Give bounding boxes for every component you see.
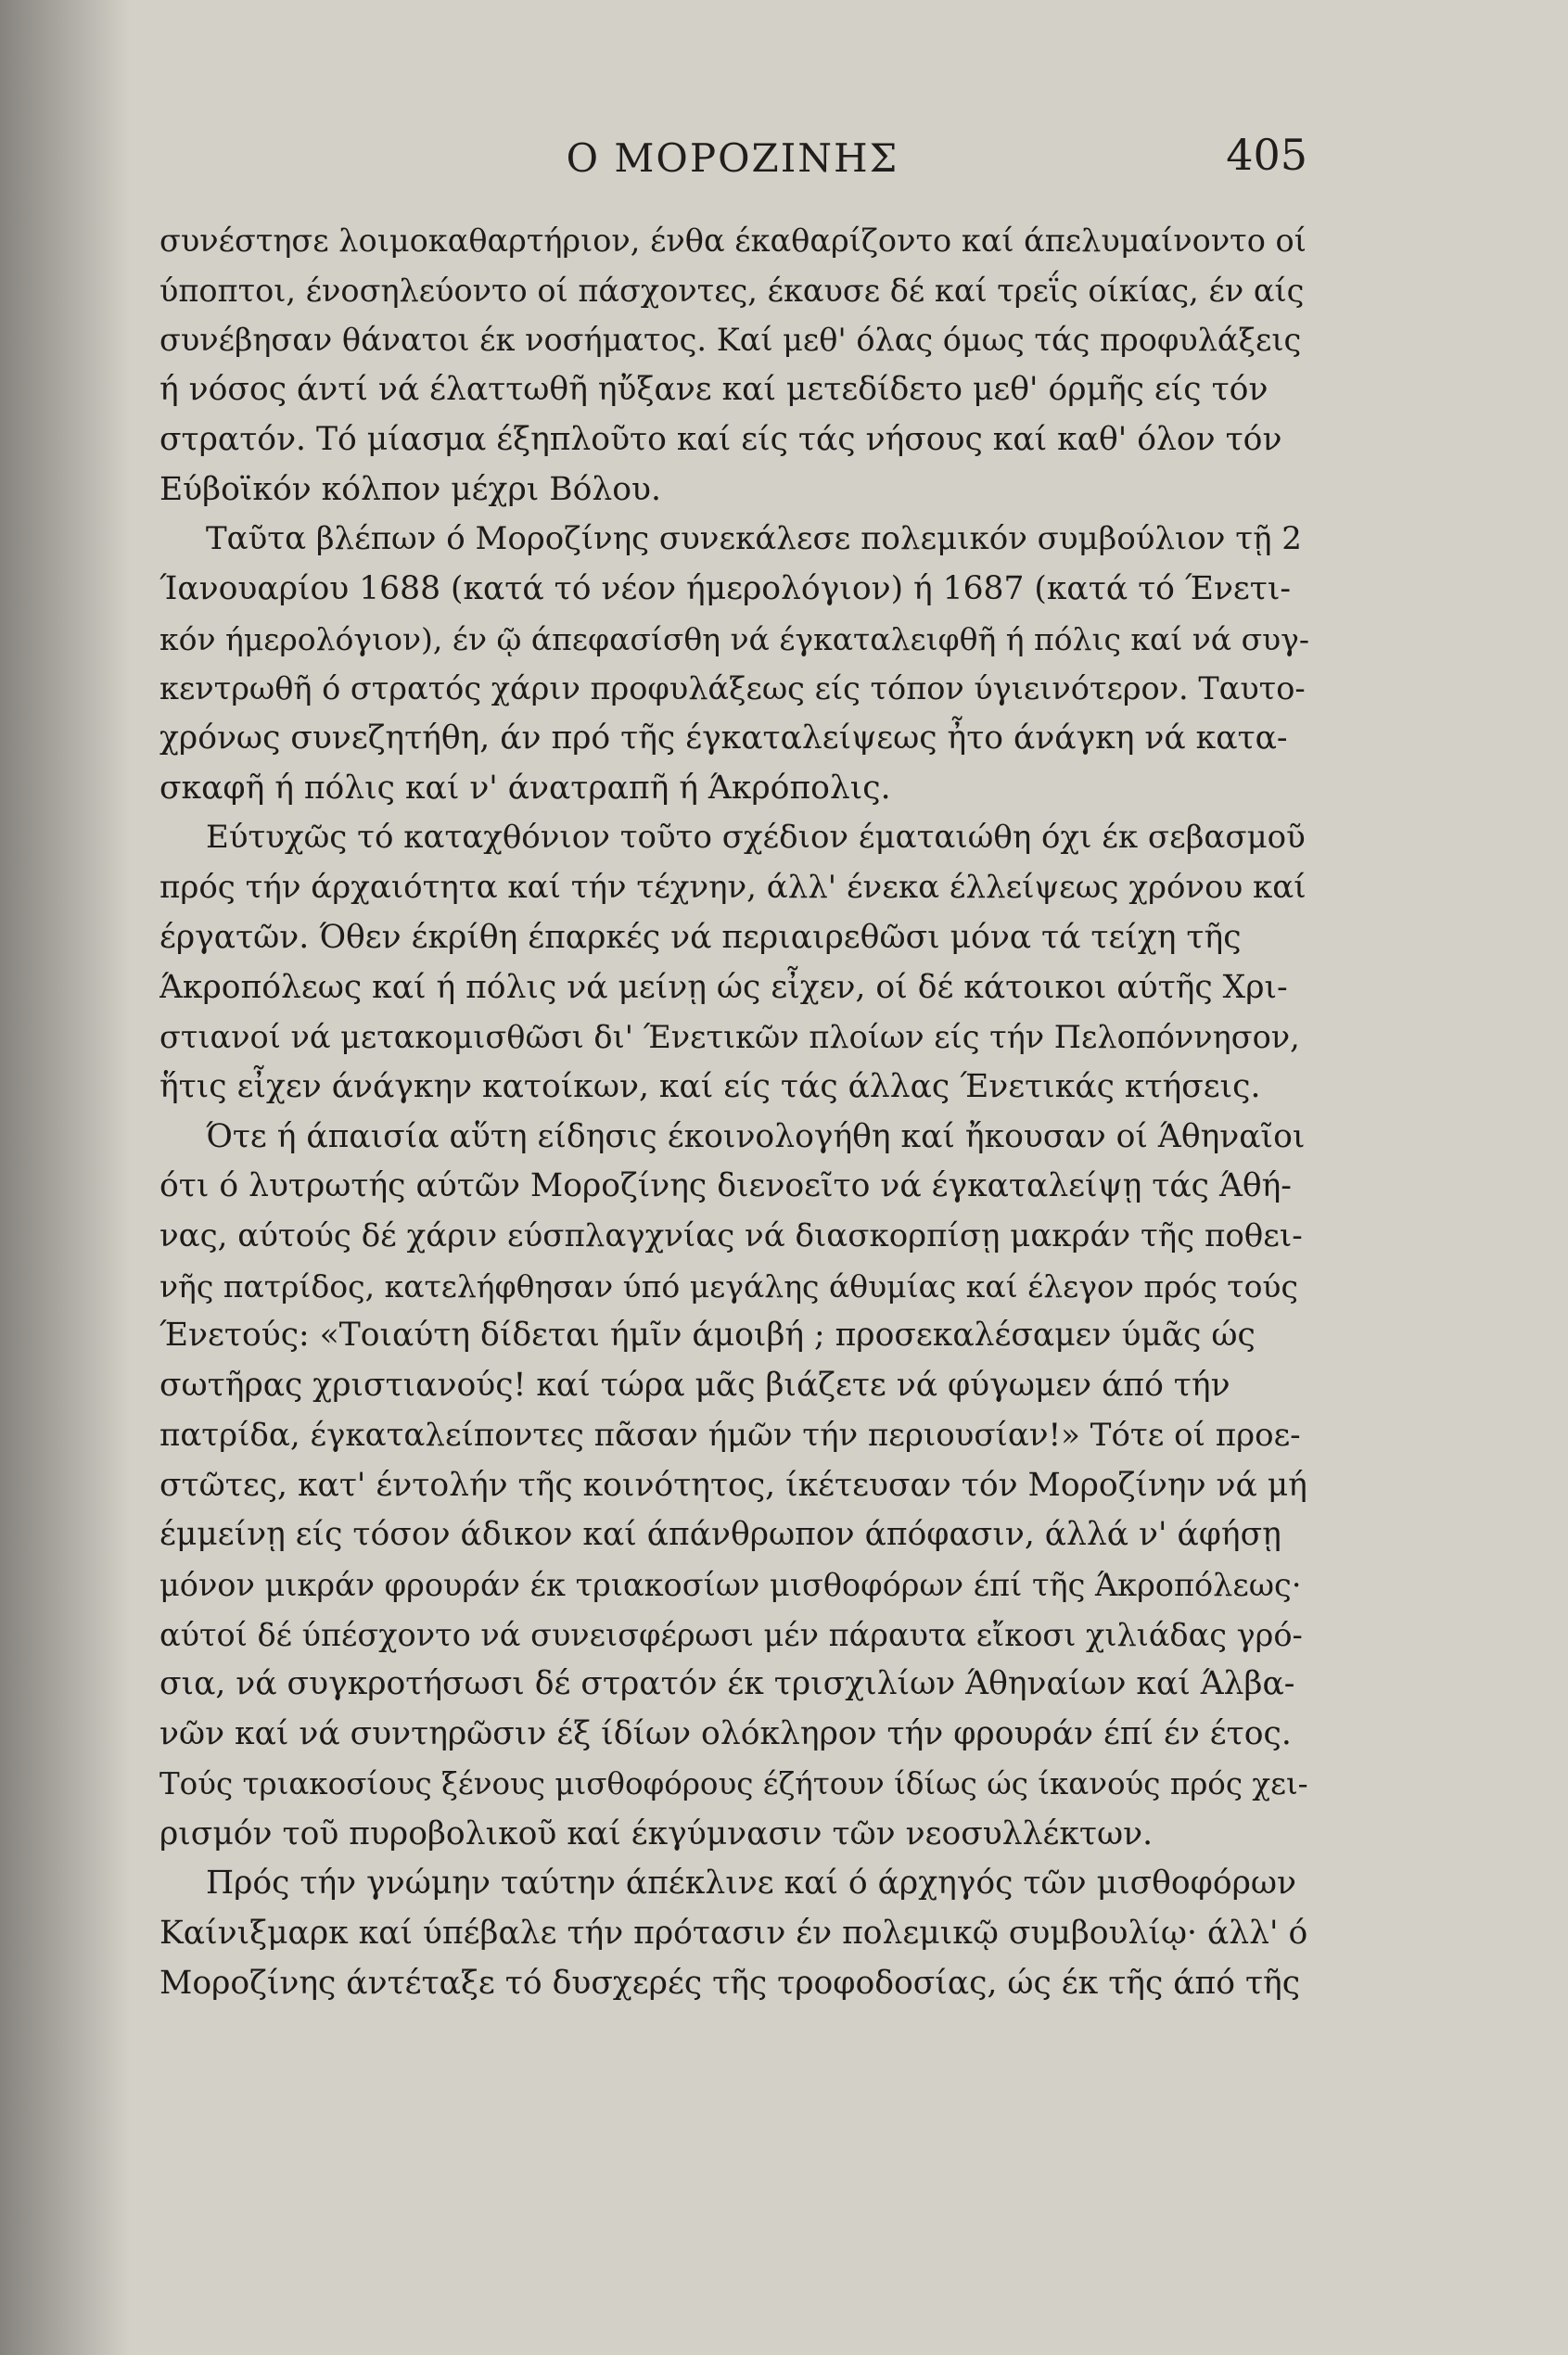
text-line: στρατόν. Τό μίασμα έξηπλοῦτο καί είς τάς νήσους καί καθ' όλον τόν (159, 420, 1282, 458)
text-line: έργατῶν. Όθεν έκρίθη έπαρκές νά περιαιρεθῶσι μόνα τά τείχη τῆς (159, 918, 1242, 956)
text-line: στῶτες, κατ' έντολήν τῆς κοινότητος, ίκέτευσαν τόν Μοροζίνην νά μή (159, 1466, 1307, 1504)
text-line: ότι ό λυτρωτής αύτῶν Μοροζίνης διενοεῖτο νά έγκαταλείψῃ τάς Άθή- (159, 1167, 1292, 1205)
page-gutter-shadow (0, 0, 130, 2355)
text-line: Εύβοϊκόν κόλπον μέχρι Βόλου. (159, 470, 661, 508)
text-line: στιανοί νά μετακομισθῶσι δι' Ένετικῶν πλοίων είς τήν Πελοπόννησον, (159, 1019, 1300, 1056)
text-line: νας, αύτούς δέ χάριν εύσπλαγχνίας νά διασκορπίσῃ μακράν τῆς ποθει- (159, 1217, 1303, 1255)
page-number: 405 (1226, 130, 1307, 180)
text-line: Πρός τήν γνώμην ταύτην άπέκλινε καί ό άρχηγός τῶν μισθοφόρων (206, 1865, 1296, 1903)
text-line: Άκροπόλεως καί ή πόλις νά μείνῃ ώς εἶχεν, οί δέ κάτοικοι αύτῆς Χρι- (159, 968, 1288, 1006)
text-line: ύποπτοι, ένοσηλεύοντο οί πάσχοντες, έκαυσε δέ καί τρεΐς οίκίας, έν αίς (159, 272, 1305, 309)
text-line: μόνον μικράν φρουράν έκ τριακοσίων μισθοφόρων έπί τῆς Άκροπόλεως· (159, 1566, 1302, 1603)
text-line: συνέστησε λοιμοκαθαρτήριον, ένθα έκαθαρίζοντο καί άπελυμαίνοντο οί (159, 223, 1307, 259)
text-line: Ότε ή άπαισία αὕτη είδησις έκοινολογήθη καί ἤκουσαν οί Άθηναῖοι (206, 1117, 1306, 1155)
text-line: ἥτις εἶχεν άνάγκην κατοίκων, καί είς τάς άλλας Ένετικάς κτήσεις. (159, 1067, 1261, 1105)
text-line: πρός τήν άρχαιότητα καί τήν τέχνην, άλλ' ένεκα έλλείψεως χρόνου καί (159, 869, 1307, 907)
text-line: κεντρωθῆ ό στρατός χάριν προφυλάξεως είς τόπον ύγιεινότερον. Ταυτο- (159, 670, 1306, 707)
text-line: Ίανουαρίου 1688 (κατά τό νέον ήμερολόγιον) ή 1687 (κατά τό Ένετι- (159, 569, 1292, 607)
text-line: Εύτυχῶς τό καταχθόνιον τοῦτο σχέδιον έματαιώθη όχι έκ σεβασμοῦ (206, 819, 1306, 857)
running-head: Ο ΜΟΡΟΖΙΝΗΣ (566, 135, 899, 181)
text-line: Μοροζίνης άντέταξε τό δυσχερές τῆς τροφοδοσίας, ώς έκ τῆς άπό τῆς (159, 1964, 1301, 2002)
text-line: αύτοί δέ ύπέσχοντο νά συνεισφέρωσι μέν πάραυτα εἴκοσι χιλιάδας γρό- (159, 1616, 1303, 1653)
text-line: σια, νά συγκροτήσωσι δέ στρατόν έκ τρισχιλίων Άθηναίων καί Άλβα- (159, 1665, 1295, 1703)
text-line: έμμείνῃ είς τόσον άδικον καί άπάνθρωπον άπόφασιν, άλλά ν' άφήσῃ (159, 1516, 1281, 1554)
paragraph (159, 1113, 1309, 1860)
text-line: Τούς τριακοσίους ξένους μισθοφόρους έζήτουν ίδίως ώς ίκανούς πρός χει- (159, 1765, 1308, 1801)
text-line: ή νόσος άντί νά έλαττωθῆ ηὔξανε καί μετεδίδετο μεθ' όρμῆς είς τόν (159, 371, 1268, 409)
text-line: Ένετούς: «Τοιαύτη δίδεται ήμῖν άμοιβή ; προσεκαλέσαμεν ύμᾶς ώς (159, 1317, 1256, 1355)
paragraph (159, 813, 1309, 1112)
text-line: χρόνως συνεζητήθη, άν πρό τῆς έγκαταλείψεως ἦτο άνάγκη νά κατα- (159, 719, 1288, 757)
paragraph (159, 216, 1309, 515)
text-line: Καίνιξμαρκ καί ύπέβαλε τήν πρότασιν έν πολεμικῷ συμβουλίῳ· άλλ' ό (159, 1914, 1308, 1952)
text-line: Ταῦτα βλέπων ό Μοροζίνης συνεκάλεσε πολεμικόν συμβούλιον τῇ 2 (206, 520, 1302, 558)
paragraph (159, 1859, 1309, 2008)
text-line: ρισμόν τοῦ πυροβολικοῦ καί έκγύμνασιν τῶν νεοσυλλέκτων. (159, 1814, 1154, 1852)
text-line: κόν ήμερολόγιον), έν ῷ άπεφασίσθη νά έγκαταλειφθῆ ή πόλις καί νά συγ- (159, 620, 1309, 657)
text-line: νῆς πατρίδος, κατελήφθησαν ύπό μεγάλης άθυμίας καί έλεγον πρός τούς (159, 1267, 1298, 1305)
text-line: πατρίδα, έγκαταλείποντες πᾶσαν ήμῶν τήν περιουσίαν!» Τότε οί προε- (159, 1416, 1301, 1454)
text-line: νῶν καί νά συντηρῶσιν έξ ίδίων ολόκληρον τήν φρουράν έπί έν έτος. (159, 1715, 1292, 1753)
body-text (159, 216, 1309, 2008)
text-line: συνέβησαν θάνατοι έκ νοσήματος. Καί μεθ' όλας όμως τάς προφυλάξεις (159, 322, 1302, 359)
text-line: σωτῆρας χριστιανούς! καί τώρα μᾶς βιάζετε νά φύγωμεν άπό τήν (159, 1367, 1230, 1405)
paragraph (159, 515, 1309, 813)
text-line: σκαφῆ ή πόλις καί ν' άνατραπῆ ή Άκρόπολις. (159, 769, 891, 807)
page-header (158, 111, 1307, 185)
